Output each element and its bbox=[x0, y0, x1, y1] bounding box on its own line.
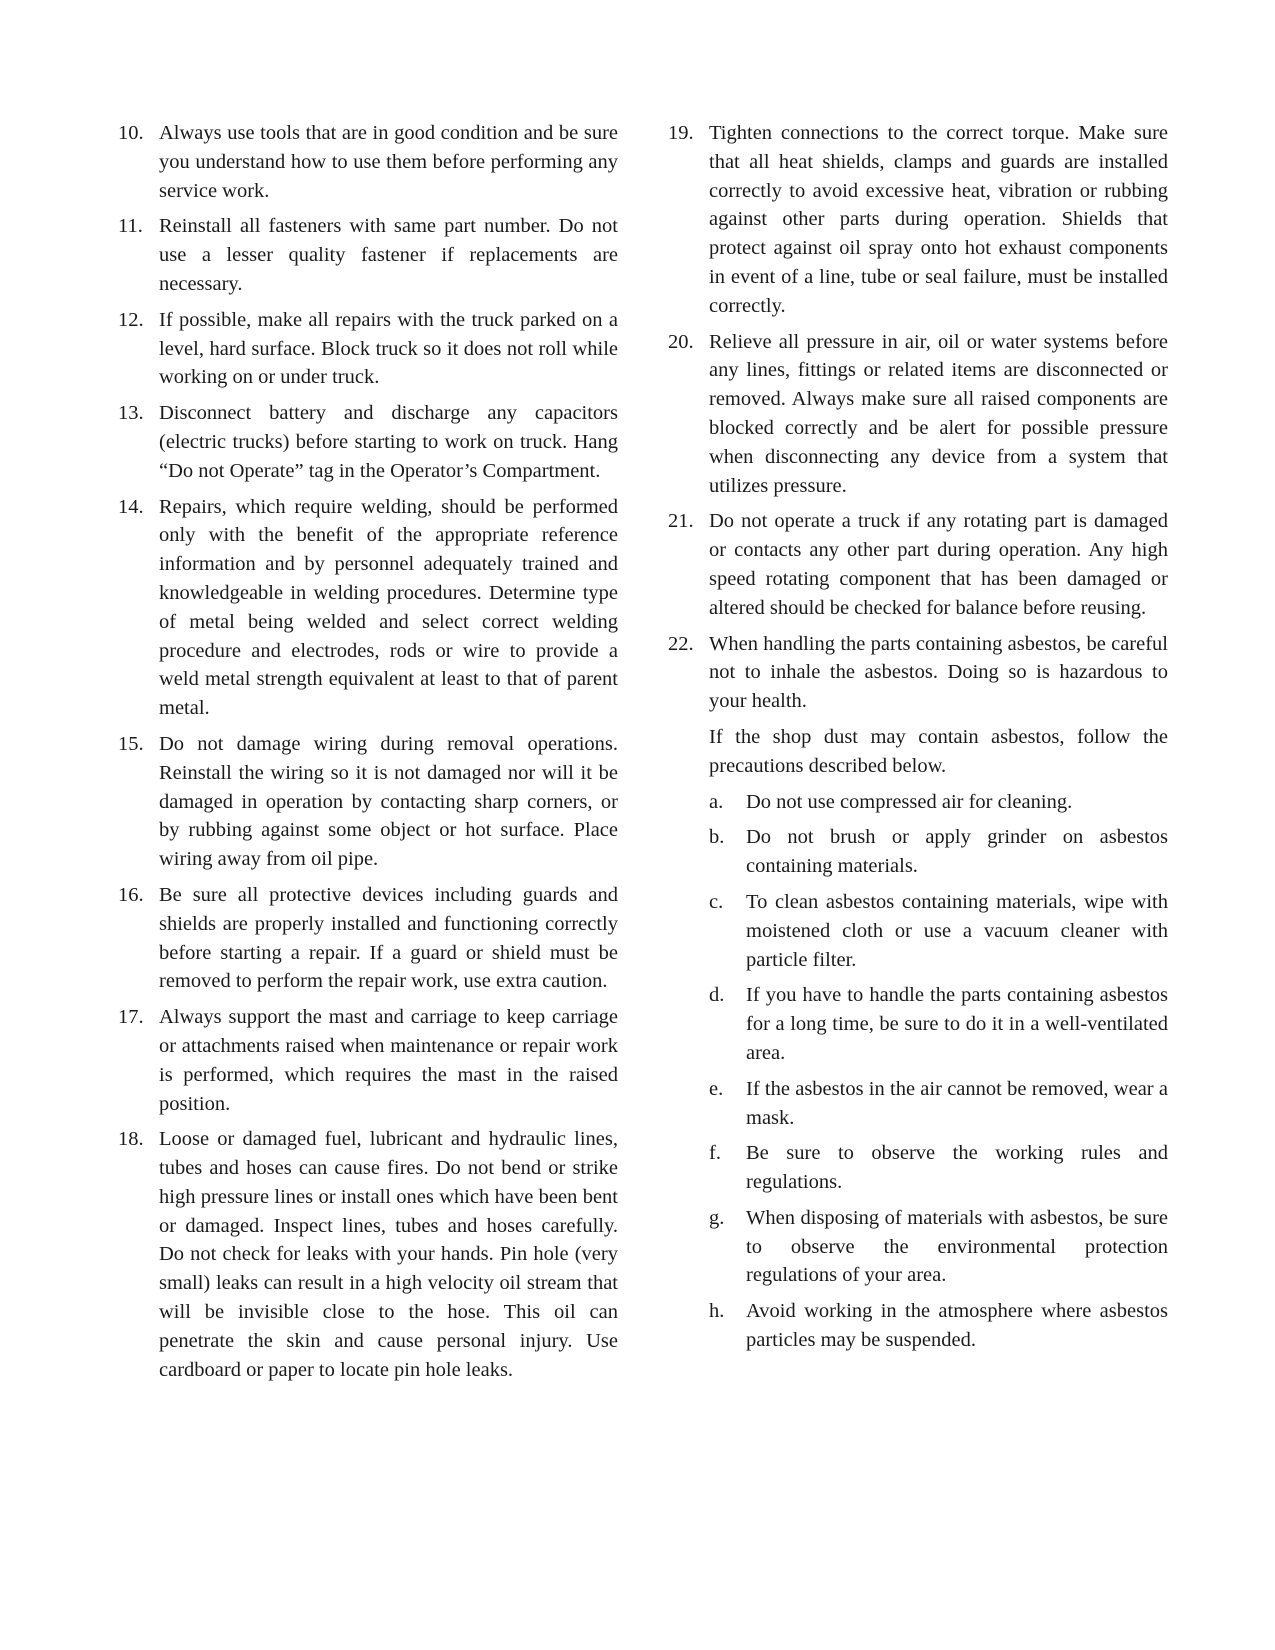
precaution-g bbox=[668, 1204, 1168, 1290]
precaution-text: Be sure to observe the working rules and regulations. bbox=[746, 1142, 1168, 1194]
item-number: 12. bbox=[118, 308, 144, 331]
precaution-letter: d. bbox=[709, 984, 725, 1007]
item-text: If possible, make all repairs with the truck parked on a level, hard surface. Block truck so it does not roll while working on or under truck. bbox=[159, 308, 618, 389]
safety-item-15 bbox=[118, 730, 618, 874]
item-text: Reinstall all fasteners with same part number. Do not use a lesser quality fastener if replacements are necessary. bbox=[159, 215, 618, 295]
item-text: Do not damage wiring during removal operations. Reinstall the wiring so it is not damaged nor will it be damaged in operation by contacting sharp corners, or by rubbing against some object or hot surface. Place wiring away from oil pipe. bbox=[159, 732, 618, 871]
item-text: Tighten connections to the correct torque. Make sure that all heat shields, clamps and guards are installed correctly to avoid excessive heat, vibration or rubbing against other parts during operation. Shields that protect against oil spray onto hot exhaust components in event of a line, tube or seal failure, must be installed correctly. bbox=[709, 122, 1168, 317]
precaution-text: If you have to handle the parts containing asbestos for a long time, be sure to do it in a well-ventilated area. bbox=[746, 984, 1168, 1064]
item-number: 15. bbox=[118, 732, 144, 755]
precaution-text: Do not use compressed air for cleaning. bbox=[746, 790, 1073, 813]
safety-item-16 bbox=[118, 881, 618, 996]
item-number: 22. bbox=[668, 632, 694, 655]
precaution-f bbox=[668, 1139, 1168, 1197]
safety-item-21 bbox=[668, 507, 1168, 622]
item-text: When handling the parts containing asbestos, be careful not to inhale the asbestos. Doing so is hazardous to your health. bbox=[709, 632, 1168, 713]
item-number: 13. bbox=[118, 402, 144, 425]
precaution-letter: c. bbox=[709, 890, 724, 913]
item-number: 11. bbox=[118, 215, 143, 238]
item-text: Disconnect battery and discharge any capacitors (electric trucks) before starting to work on truck. Hang “Do not Operate” tag in the Operator’s Compartment. bbox=[159, 402, 618, 482]
item-number: 18. bbox=[118, 1128, 144, 1151]
item-number: 16. bbox=[118, 883, 144, 906]
safety-item-12 bbox=[118, 306, 618, 392]
precaution-text: When disposing of materials with asbestos, be sure to observe the environmental protection regulations of your area. bbox=[746, 1206, 1168, 1287]
left-column bbox=[118, 119, 618, 1391]
safety-item-13 bbox=[118, 399, 618, 485]
precaution-text: To clean asbestos containing materials, wipe with moistened cloth or use a vacuum cleaner with particle filter. bbox=[746, 890, 1168, 971]
safety-item-10 bbox=[118, 119, 618, 205]
item-number: 21. bbox=[668, 510, 694, 533]
precaution-e bbox=[668, 1075, 1168, 1133]
precaution-letter: a. bbox=[709, 790, 724, 813]
safety-item-22 bbox=[668, 630, 1168, 716]
right-column bbox=[668, 119, 1168, 1362]
item-text: Always use tools that are in good condition and be sure you understand how to use them before performing any service work. bbox=[159, 122, 618, 202]
safety-item-11 bbox=[118, 212, 618, 298]
precaution-b bbox=[668, 823, 1168, 881]
precaution-text: If the asbestos in the air cannot be removed, wear a mask. bbox=[746, 1077, 1168, 1129]
item-text: Relieve all pressure in air, oil or water systems before any lines, fittings or related items are disconnected or removed. Always make sure all raised components are blocked correctly and be alert for possible pressure when disconnecting any device from a system that utilizes pressure. bbox=[709, 330, 1168, 497]
item-number: 10. bbox=[118, 122, 144, 144]
precaution-text: Do not brush or apply grinder on asbestos containing materials. bbox=[746, 826, 1168, 878]
asbestos-intro: If the shop dust may contain asbestos, follow the precautions described below. bbox=[709, 725, 1168, 777]
precaution-letter: b. bbox=[709, 826, 725, 849]
precaution-d bbox=[668, 981, 1168, 1067]
item-number: 17. bbox=[118, 1006, 144, 1029]
precaution-letter: f. bbox=[709, 1142, 721, 1165]
precaution-h bbox=[668, 1297, 1168, 1355]
safety-item-17 bbox=[118, 1003, 618, 1118]
item-text: Always support the mast and carriage to keep carriage or attachments raised when maintenance or repair work is performed, which requires the mast in the raised position. bbox=[159, 1006, 618, 1115]
precaution-letter: e. bbox=[709, 1077, 724, 1100]
safety-item-19 bbox=[668, 119, 1168, 321]
item-text: Loose or damaged fuel, lubricant and hydraulic lines, tubes and hoses can cause fires. Do not bend or strike high pressure lines or install ones which have been bent or damaged. Inspect lines, tubes and hoses carefully. Do not check for leaks with your hands. Pin hole (very small) leaks can result in a high velocity oil stream that will be invisible close to the hose. This oil can penetrate the skin and cause personal injury. Use cardboard or paper to locate pin hole leaks. bbox=[159, 1128, 618, 1381]
item-number: 19. bbox=[668, 122, 694, 144]
precaution-c bbox=[668, 888, 1168, 974]
item-number: 20. bbox=[668, 330, 694, 353]
safety-item-20 bbox=[668, 328, 1168, 501]
item-text: Repairs, which require welding, should be performed only with the benefit of the appropriate reference information and by personnel adequately trained and knowledgeable in welding procedures. Determine type of metal being welded and select correct welding procedure and electrodes, rods or wire to provide a weld metal strength equivalent at least to that of parent metal. bbox=[159, 495, 618, 720]
precaution-letter: h. bbox=[709, 1300, 725, 1323]
item-text: Be sure all protective devices including guards and shields are properly installed and functioning correctly before starting a repair. If a guard or shield must be removed to perform the repair work, use extra caution. bbox=[159, 883, 618, 993]
safety-item-14 bbox=[118, 493, 618, 723]
item-text: Do not operate a truck if any rotating part is damaged or contacts any other part during operation. Any high speed rotating component that has been damaged or altered should be checked for balance before reusing. bbox=[709, 510, 1168, 619]
safety-item-18 bbox=[118, 1125, 618, 1384]
precaution-text: Avoid working in the atmosphere where asbestos particles may be suspended. bbox=[746, 1300, 1168, 1352]
item-number: 14. bbox=[118, 495, 144, 518]
precaution-a bbox=[668, 788, 1168, 817]
precaution-letter: g. bbox=[709, 1206, 725, 1229]
